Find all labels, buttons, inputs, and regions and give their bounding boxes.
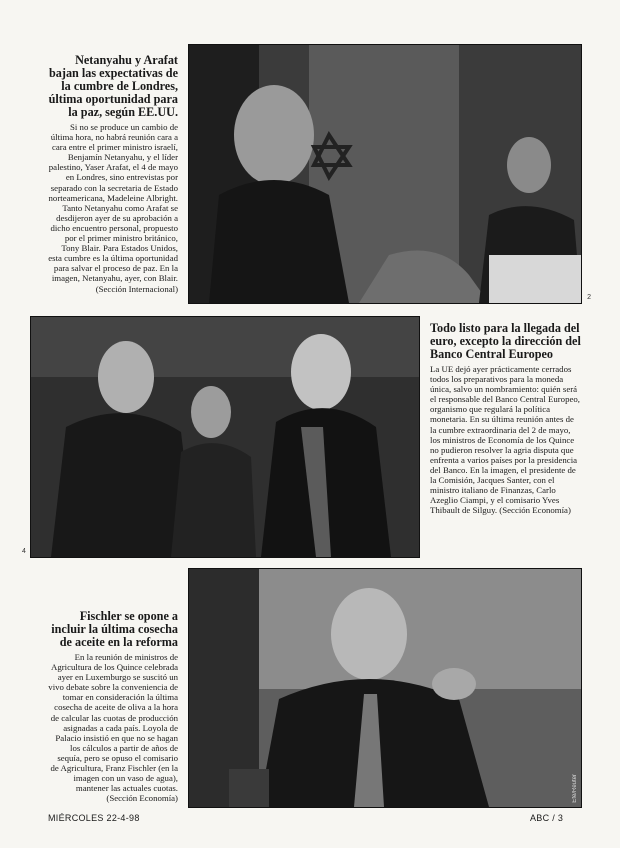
headline-netanyahu: Netanyahu y Arafat bajan las expectativas de la cumbre de Londres, última oportunidad para la paz, según EE.UU. bbox=[48, 53, 178, 119]
photo-euro-ministers bbox=[22, 316, 420, 558]
footer-page-number: 3 bbox=[557, 813, 564, 823]
photo-number-euro: 4 bbox=[22, 548, 26, 555]
photo-netanyahu-blair bbox=[188, 44, 591, 304]
article-netanyahu bbox=[48, 54, 178, 294]
footer-separator: / bbox=[552, 813, 556, 823]
photo-credit-fischler: Efe/Reuter bbox=[572, 774, 578, 803]
footer-page-label bbox=[530, 813, 563, 823]
body-fischler: En la reunión de ministros de Agricultura de los Quince celebrada ayer en Luxemburgo se suscitó un vivo debate sobre la conveniencia de tomar en consideración la última cosecha de aceite de oliva a la hora de calcular las cuotas de producción asignadas a cada país. Loyola de Palacio insistió en que no se hagan los cálculos a partir de años de sequía, pero se opuso el comisario de Agricultura, Franz Fischler (en la imagen con un vaso de agua), mantener las actuales cuotas. (Sección Economía) bbox=[48, 652, 178, 804]
headline-euro: Todo listo para la llegada del euro, excepto la dirección del Banco Central Europeo bbox=[430, 321, 581, 361]
article-euro bbox=[430, 322, 582, 515]
photo-number-netanyahu: 2 bbox=[587, 294, 591, 301]
footer-date: MIÉRCOLES 22-4-98 bbox=[48, 813, 140, 823]
article-fischler bbox=[48, 610, 178, 803]
body-netanyahu: Si no se produce un cambio de última hora, no habrá reunión cara a cara entre el primer ministro israelí, Benjamín Netanyahu, y el líder palestino, Yaser Arafat, el 4 de mayo en Londres, sino entrevistas por separado con la secretaria de Estado norteamericana, Madeleine Albright. Tanto Netanyahu como Arafat se desdijeron ayer de su aprobación a dicho encuentro personal, propuesto por el primer ministro británico, Tony Blair. Para Estados Unidos, esta cumbre es la última oportunidad para salvar el proceso de paz. En la imagen, Netanyahu, ayer, con Blair. (Sección Internacional) bbox=[48, 122, 178, 294]
headline-fischler: Fischler se opone a incluir la última cosecha de aceite en la reforma bbox=[51, 609, 178, 649]
photo-fischler bbox=[188, 568, 582, 808]
footer-paper-name: ABC bbox=[530, 813, 550, 823]
body-euro: La UE dejó ayer prácticamente cerrados todos los preparativos para la moneda única, salvo un nombramiento: quién será el responsable del Banco Central Europeo, organismo que regulará la política monetaria. En su última reunión antes de la cumbre extraordinaria del 2 de mayo, los ministros de Economía de los Quince no pudieron resolver la agria disputa que enfrenta a varios países por la presidencia del Banco. En la imagen, el presidente de la Comisión, Jacques Santer, con el ministro italiano de Finanzas, Carlo Azeglio Ciampi, y el comisario Yves Thibault de Silguy. (Sección Economía) bbox=[430, 364, 580, 516]
